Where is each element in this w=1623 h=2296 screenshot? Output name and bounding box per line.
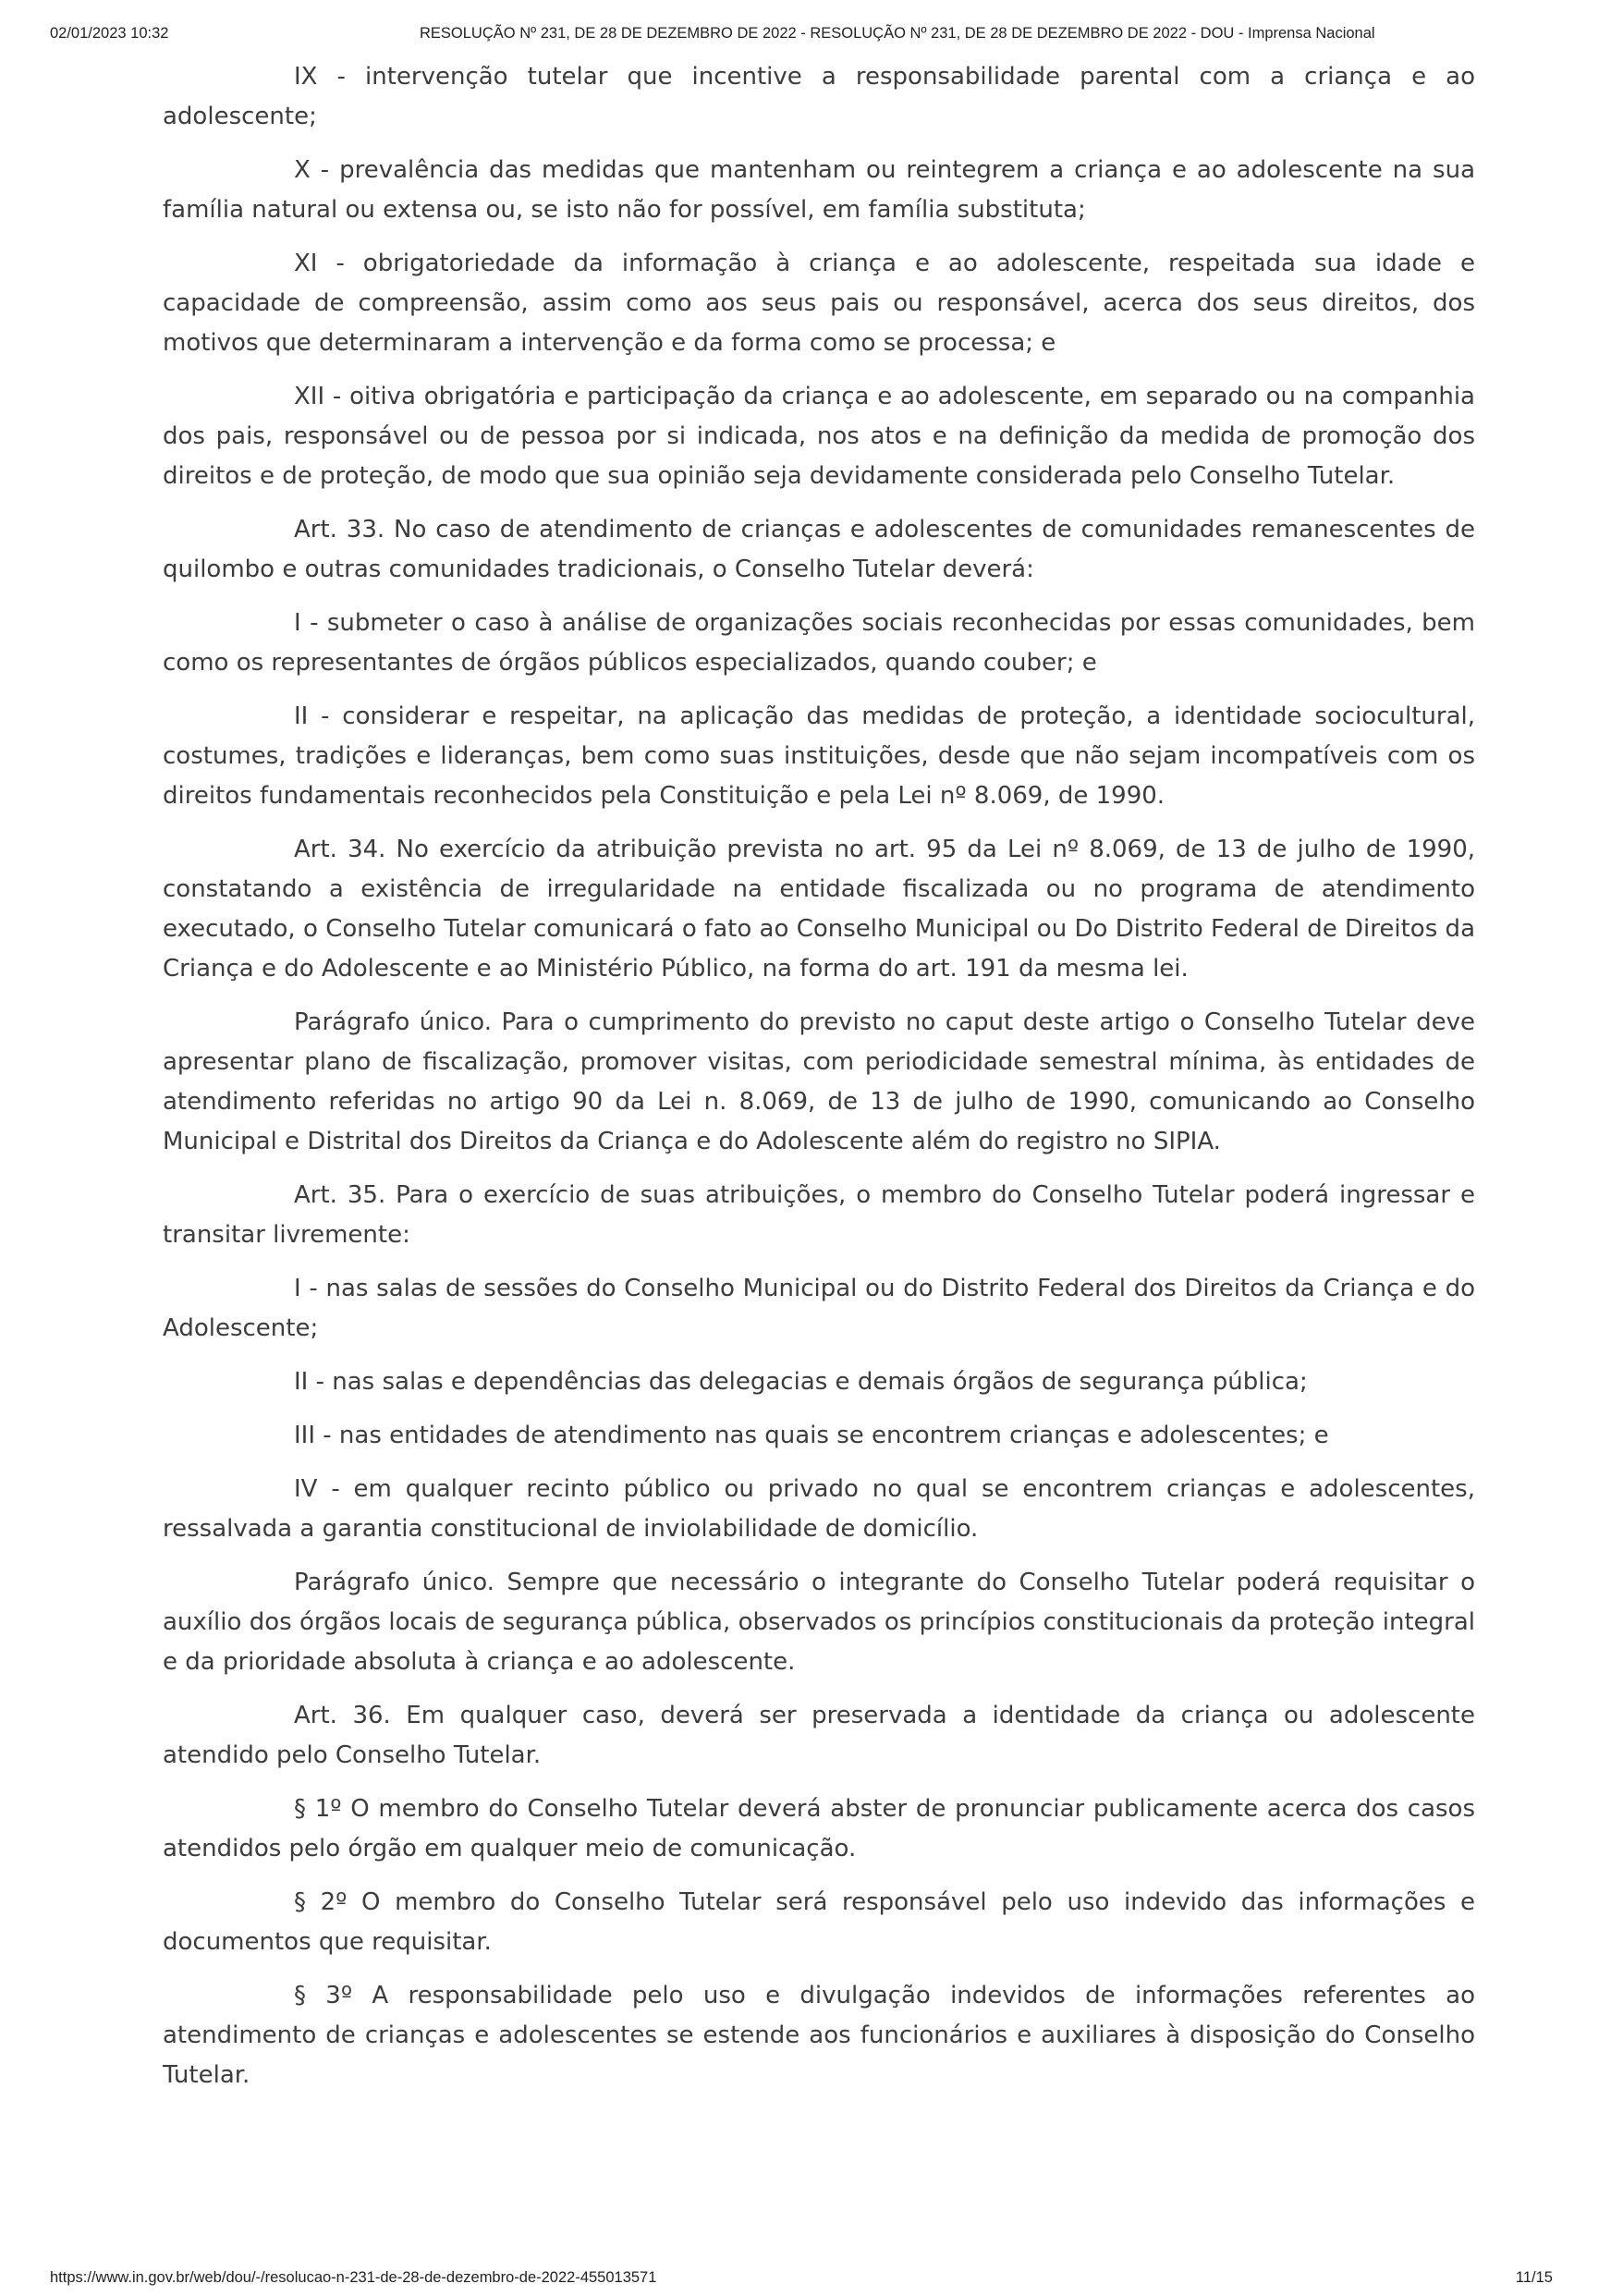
print-title: RESOLUÇÃO Nº 231, DE 28 DE DEZEMBRO DE 2022 - RESOLUÇÃO Nº 231, DE 28 DE DEZEMBRO DE 2022 - DOU - Imprensa Nacional xyxy=(420,25,1375,42)
source-url: https://www.in.gov.br/web/dou/-/resolucao-n-231-de-28-de-dezembro-de-2022-455013571 xyxy=(50,2269,657,2286)
article-36-paragraph-3: § 3º A responsabilidade pelo uso e divulgação indevidos de informações referentes ao atendimento de crianças e adolescentes se estende aos funcionários e auxiliares à disposição do Conselho Tutelar. xyxy=(163,1982,1475,2089)
article-35-item-iii: III - nas entidades de atendimento nas quais se encontrem crianças e adolescentes; e xyxy=(294,1422,1329,1449)
page-number: 11/15 xyxy=(1515,2269,1553,2286)
article-35-item-i: I - nas salas de sessões do Conselho Municipal ou do Distrito Federal dos Direitos da Criança e do Adolescente; xyxy=(163,1275,1475,1342)
article-33: Art. 33. No caso de atendimento de crianças e adolescentes de comunidades remanescentes de quilombo e outras comunidades tradicionais, o Conselho Tutelar deverá: xyxy=(163,516,1475,583)
article-34: Art. 34. No exercício da atribuição prevista no art. 95 da Lei nº 8.069, de 13 de julho de 1990, constatando a existência de irregularidade na entidade fiscalizada ou no programa de atendimento executado, o Conselho Tutelar comunicará o fato ao Conselho Municipal ou Do Distrito Federal de Direitos da Criança e do Adolescente e ao Ministério Público, na forma do art. 191 da mesma lei. xyxy=(163,836,1475,983)
document-body xyxy=(163,57,1475,2109)
print-header xyxy=(50,25,1573,47)
article-33-item-ii: II - considerar e respeitar, na aplicação das medidas de proteção, a identidade sociocultural, costumes, tradições e lideranças, bem como suas instituições, desde que não sejam incompatíveis com os direitos fundamentais reconhecidos pela Constituição e pela Lei nº 8.069, de 1990. xyxy=(163,702,1475,810)
article-35: Art. 35. Para o exercício de suas atribuições, o membro do Conselho Tutelar poderá ingressar e transitar livremente: xyxy=(163,1181,1475,1249)
article-36: Art. 36. Em qualquer caso, deverá ser preservada a identidade da criança ou adolescente atendido pelo Conselho Tutelar. xyxy=(163,1702,1475,1769)
article-35-item-iv: IV - em qualquer recinto público ou privado no qual se encontrem crianças e adolescentes, ressalvada a garantia constitucional de inviolabilidade de domicílio. xyxy=(163,1475,1475,1543)
article-34-sole-paragraph: Parágrafo único. Para o cumprimento do previsto no caput deste artigo o Conselho Tutelar deve apresentar plano de fiscalização, promover visitas, com periodicidade semestral mínima, às entidades de atendimento referidas no artigo 90 da Lei n. 8.069, de 13 de julho de 1990, comunicando ao Conselho Municipal e Distrital dos Direitos da Criança e do Adolescente além do registro no SIPIA. xyxy=(163,1008,1475,1155)
article-33-item-i: I - submeter o caso à análise de organizações sociais reconhecidas por essas comunidades, bem como os representantes de órgãos públicos especializados, quando couber; e xyxy=(163,609,1475,677)
paragraph-ix: IX - intervenção tutelar que incentive a responsabilidade parental com a criança e ao adolescente; xyxy=(163,63,1475,130)
article-36-paragraph-1: § 1º O membro do Conselho Tutelar deverá abster de pronunciar publicamente acerca dos casos atendidos pelo órgão em qualquer meio de comunicação. xyxy=(163,1795,1475,1862)
article-35-item-ii: II - nas salas e dependências das delegacias e demais órgãos de segurança pública; xyxy=(294,1368,1308,1396)
print-footer xyxy=(50,2269,1573,2291)
article-36-paragraph-2: § 2º O membro do Conselho Tutelar será responsável pelo uso indevido das informações e documentos que requisitar. xyxy=(163,1888,1475,1956)
paragraph-xi: XI - obrigatoriedade da informação à criança e ao adolescente, respeitada sua idade e capacidade de compreensão, assim como aos seus pais ou responsável, acerca dos seus direitos, dos motivos que determinaram a intervenção e da forma como se processa; e xyxy=(163,250,1475,357)
paragraph-x: X - prevalência das medidas que mantenham ou reintegrem a criança e ao adolescente na sua família natural ou extensa ou, se isto não for possível, em família substituta; xyxy=(163,156,1475,224)
print-date: 02/01/2023 10:32 xyxy=(50,25,169,42)
paragraph-xii: XII - oitiva obrigatória e participação da criança e ao adolescente, em separado ou na companhia dos pais, responsável ou de pessoa por si indicada, nos atos e na definição da medida de promoção dos direitos e de proteção, de modo que sua opinião seja devidamente considerada pelo Conselho Tutelar. xyxy=(163,383,1475,490)
article-35-sole-paragraph: Parágrafo único. Sempre que necessário o integrante do Conselho Tutelar poderá requisitar o auxílio dos órgãos locais de segurança pública, observados os princípios constitucionais da proteção integral e da prioridade absoluta à criança e ao adolescente. xyxy=(163,1569,1475,1676)
